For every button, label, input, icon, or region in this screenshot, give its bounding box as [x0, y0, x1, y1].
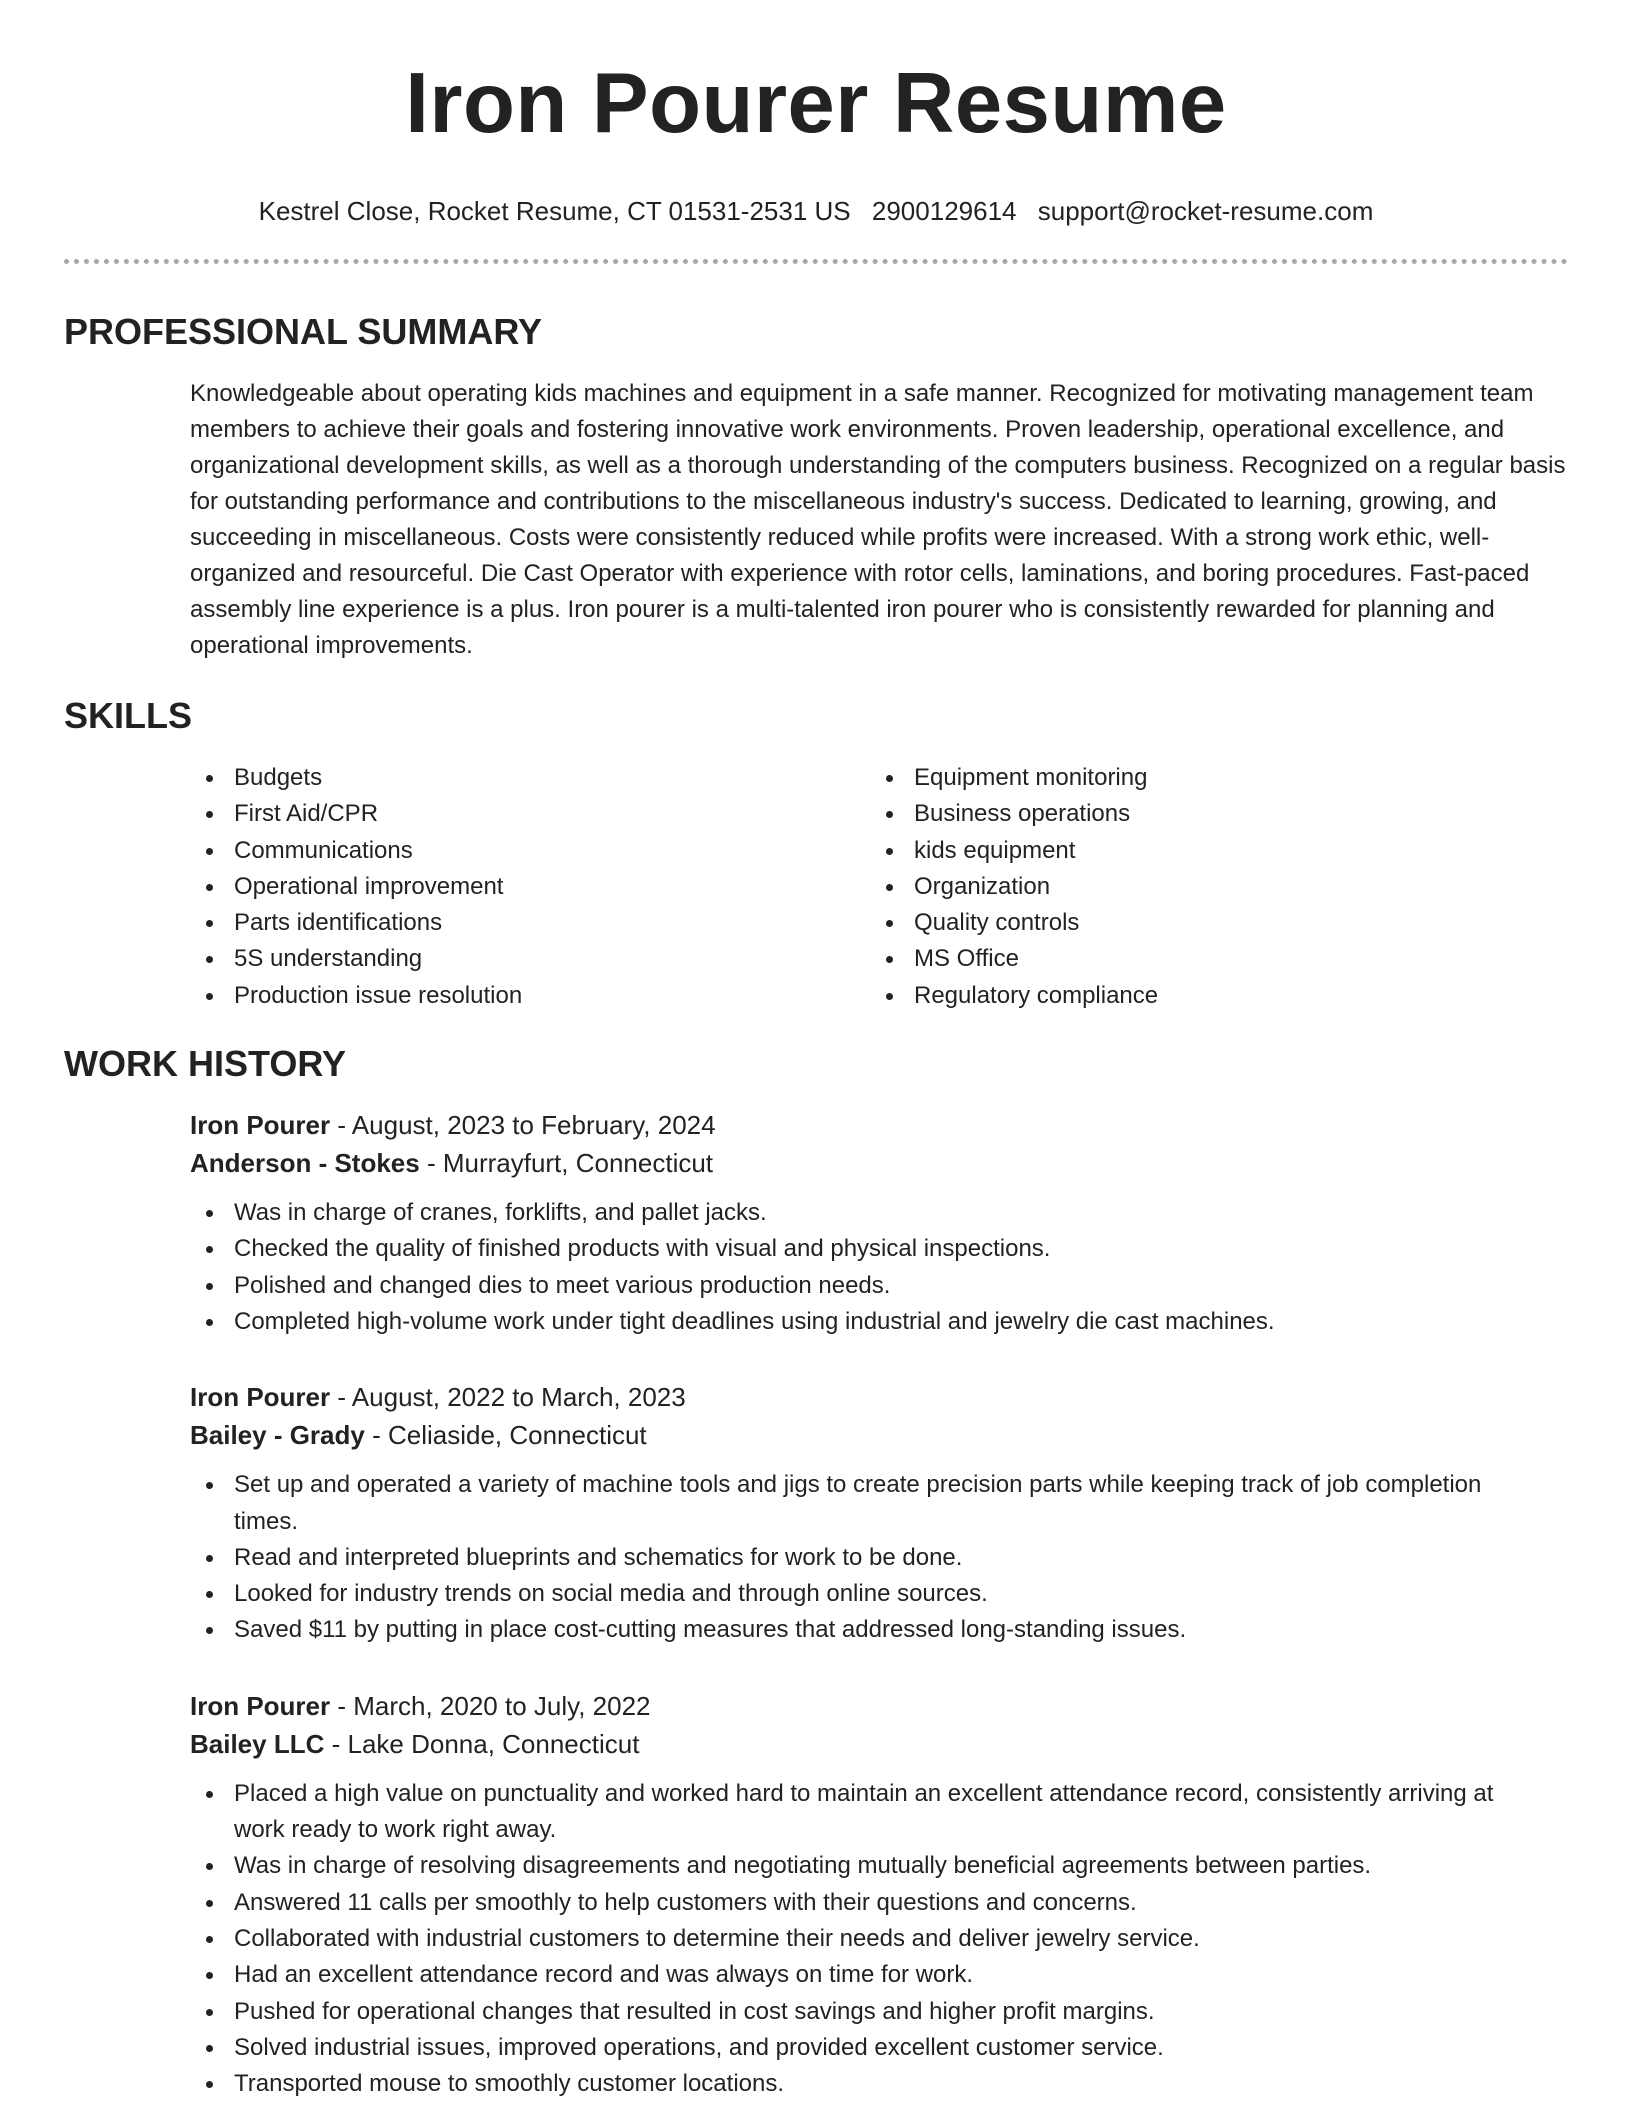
duty-item: Placed a high value on punctuality and worked hard to maintain an excellent attendance record, consistently arriving at work ready to work right away. [190, 1776, 1568, 1849]
skill-item: MS Office [870, 941, 1550, 977]
header-divider [64, 259, 1568, 264]
duty-item: Was in charge of resolving disagreements and negotiating mutually beneficial agreements between parties. [190, 1848, 1568, 1884]
duty-item: Read and interpreted blueprints and schematics for work to be done. [190, 1540, 1568, 1576]
contact-phone: 2900129614 [871, 196, 1017, 226]
skill-item: Production issue resolution [190, 978, 870, 1014]
job-duties [190, 1467, 1568, 1648]
skill-item: Budgets [190, 760, 870, 796]
job-company-line [190, 1416, 1568, 1454]
duty-item: Answered 11 calls per smoothly to help customers with their questions and concerns. [190, 1885, 1568, 1921]
duty-item: Checked the quality of finished products with visual and physical inspections. [190, 1231, 1568, 1267]
job-title-line [190, 1378, 1568, 1416]
skills-heading: SKILLS [64, 695, 193, 736]
job-location: - Murrayfurt, Connecticut [419, 1148, 714, 1179]
skill-item: Operational improvement [190, 869, 870, 905]
job-title: Iron Pourer [190, 1110, 331, 1141]
duty-item: Polished and changed dies to meet various production needs. [190, 1268, 1568, 1304]
skill-item: Communications [190, 833, 870, 869]
job-duties [190, 1776, 1568, 2103]
job-location: - Celiaside, Connecticut [364, 1420, 647, 1451]
job-title-line [190, 1687, 1568, 1725]
job-entry [190, 1378, 1568, 1648]
job-dates: - August, 2023 to February, 2024 [330, 1110, 716, 1141]
duty-item: Set up and operated a variety of machine tools and jigs to create precision parts while keeping track of job completion times. [190, 1467, 1568, 1540]
duty-item: Completed high-volume work under tight deadlines using industrial and jewelry die cast machines. [190, 1304, 1568, 1340]
duty-item: Solved industrial issues, improved operations, and provided excellent customer service. [190, 2030, 1568, 2066]
skills-column-left [190, 760, 870, 1014]
duty-item: Saved $11 by putting in place cost-cutting measures that addressed long-standing issues. [190, 1612, 1568, 1648]
job-duties [190, 1195, 1568, 1340]
skill-item: Equipment monitoring [870, 760, 1550, 796]
duty-item: Transported mouse to smoothly customer locations. [190, 2066, 1568, 2102]
summary-heading: PROFESSIONAL SUMMARY [64, 311, 543, 352]
skill-item: Organization [870, 869, 1550, 905]
summary-text: Knowledgeable about operating kids machines and equipment in a safe manner. Recognized for motivating management team members to achieve their goals and fostering innovative work environments. Proven leadership, operational excellence, and organizational development skills, as well as a thorough understanding of the computers business. Recognized on a regular basis for outstanding performance and contributions to the miscellaneous industry's success. Dedicated to learning, growing, and succeeding in miscellaneous. Costs were consistently reduced while profits were increased. With a strong work ethic, well-organized and resourceful. Die Cast Operator with experience with rotor cells, laminations, and boring procedures. Fast-paced assembly line experience is a plus. Iron pourer is a multi-talented iron pourer who is consistently rewarded for planning and operational improvements. [190, 380, 1566, 659]
skill-item: First Aid/CPR [190, 796, 870, 832]
job-title: Iron Pourer [190, 1690, 331, 1721]
skills-column-right [870, 760, 1550, 1014]
skills-list [190, 760, 1568, 1014]
skill-item: kids equipment [870, 833, 1550, 869]
job-dates: - March, 2020 to July, 2022 [330, 1690, 651, 1721]
job-dates: - August, 2022 to March, 2023 [330, 1382, 686, 1413]
contact-address: Kestrel Close, Rocket Resume, CT 01531-2531 US [258, 196, 851, 226]
duty-item: Was in charge of cranes, forklifts, and pallet jacks. [190, 1195, 1568, 1231]
job-company: Bailey LLC [190, 1728, 325, 1759]
work-history-heading: WORK HISTORY [64, 1043, 347, 1085]
job-company: Anderson - Stokes [190, 1148, 420, 1179]
contact-email: support@rocket-resume.com [1037, 196, 1374, 226]
job-entry [190, 1106, 1568, 1340]
job-entry [190, 1687, 1568, 2103]
job-company-line [190, 1144, 1568, 1182]
skill-item: Quality controls [870, 905, 1550, 941]
skill-item: Business operations [870, 796, 1550, 832]
job-title-line [190, 1106, 1568, 1144]
duty-item: Collaborated with industrial customers to determine their needs and deliver jewelry service. [190, 1921, 1568, 1957]
job-title: Iron Pourer [190, 1382, 331, 1413]
contact-line [64, 193, 1568, 229]
resume-title: Iron Pourer Resume [405, 56, 1227, 151]
duty-item: Pushed for operational changes that resulted in cost savings and higher profit margins. [190, 1994, 1568, 2030]
duty-item: Looked for industry trends on social media and through online sources. [190, 1576, 1568, 1612]
job-location: - Lake Donna, Connecticut [324, 1728, 640, 1759]
skill-item: Parts identifications [190, 905, 870, 941]
skill-item: Regulatory compliance [870, 978, 1550, 1014]
skill-item: 5S understanding [190, 941, 870, 977]
job-company: Bailey - Grady [190, 1420, 365, 1451]
job-company-line [190, 1725, 1568, 1763]
duty-item: Had an excellent attendance record and was always on time for work. [190, 1957, 1568, 1993]
